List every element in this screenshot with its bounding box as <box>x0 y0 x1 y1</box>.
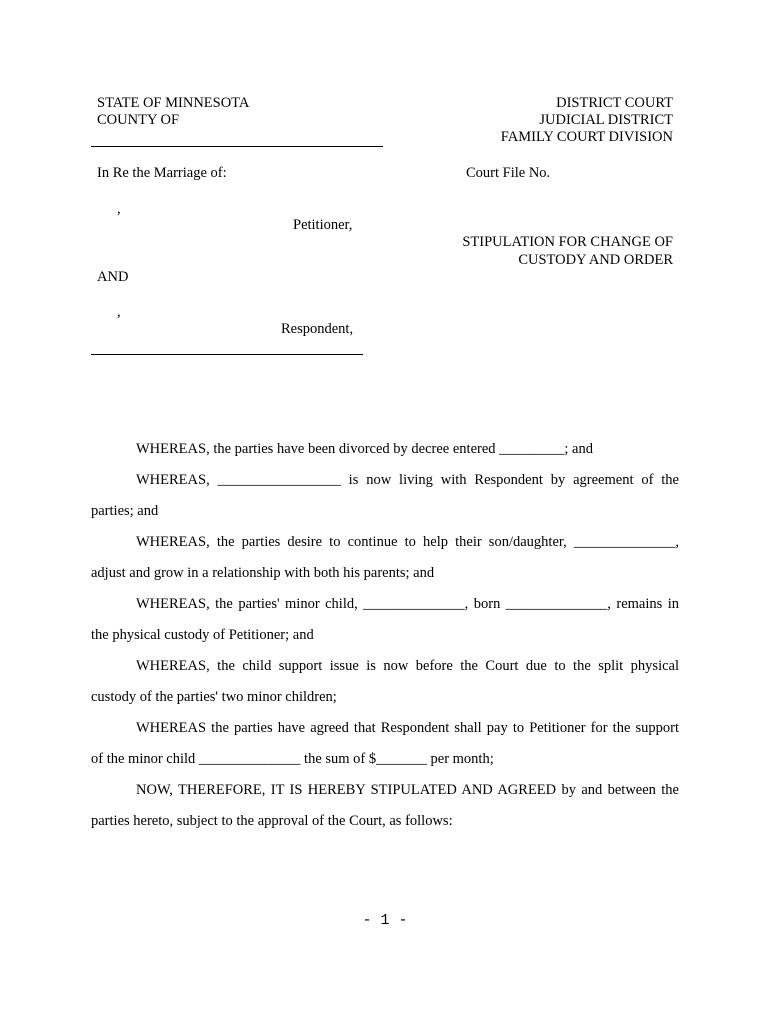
state-name: STATE OF MINNESOTA <box>97 95 250 111</box>
recital-parental-relationship-cont: adjust and grow in a relationship with both his parents; and <box>91 565 435 581</box>
recital-child-support-cont: custody of the parties' two minor children; <box>91 689 337 705</box>
county-rule <box>91 146 383 147</box>
respondent-label: Respondent, <box>281 321 354 337</box>
petitioner-name-comma: , <box>117 201 121 217</box>
court-file-no: Court File No. <box>466 165 551 181</box>
in-re-label: In Re the Marriage of: <box>97 165 227 181</box>
court-name: DISTRICT COURT <box>556 95 673 111</box>
petitioner-label: Petitioner, <box>293 217 353 233</box>
document-title-line-1: STIPULATION FOR CHANGE OF <box>462 234 673 250</box>
recital-physical-custody: WHEREAS, the parties' minor child, ______________, born ______________, remains in <box>136 596 679 612</box>
county-label: COUNTY OF <box>97 112 180 128</box>
recital-divorce-decree: WHEREAS, the parties have been divorced by decree entered _________; and <box>136 441 593 457</box>
recital-support-agreement-cont: of the minor child ______________ the sum of $_______ per month; <box>91 751 494 767</box>
recital-support-agreement: WHEREAS the parties have agreed that Respondent shall pay to Petitioner for the support <box>136 720 679 736</box>
document-title-line-2: CUSTODY AND ORDER <box>518 252 673 268</box>
court-division: FAMILY COURT DIVISION <box>500 129 673 145</box>
and-label: AND <box>97 269 129 285</box>
judicial-district: JUDICIAL DISTRICT <box>539 112 673 128</box>
recital-physical-custody-cont: the physical custody of Petitioner; and <box>91 627 314 643</box>
recital-living-arrangement-cont: parties; and <box>91 503 159 519</box>
page-number: - 1 - <box>362 912 408 929</box>
stipulation-clause-cont: parties hereto, subject to the approval of the Court, as follows: <box>91 813 453 829</box>
respondent-name-comma: , <box>117 304 121 320</box>
recital-parental-relationship: WHEREAS, the parties desire to continue to help their son/daughter, ______________, <box>136 534 679 550</box>
recital-child-support: WHEREAS, the child support issue is now before the Court due to the split physical <box>136 658 679 674</box>
recitals-body <box>91 434 679 837</box>
caption-rule <box>91 354 363 355</box>
stipulation-clause: NOW, THEREFORE, IT IS HEREBY STIPULATED AND AGREED by and between the <box>136 782 679 798</box>
recital-living-arrangement: WHEREAS, _________________ is now living with Respondent by agreement of the <box>136 472 679 488</box>
